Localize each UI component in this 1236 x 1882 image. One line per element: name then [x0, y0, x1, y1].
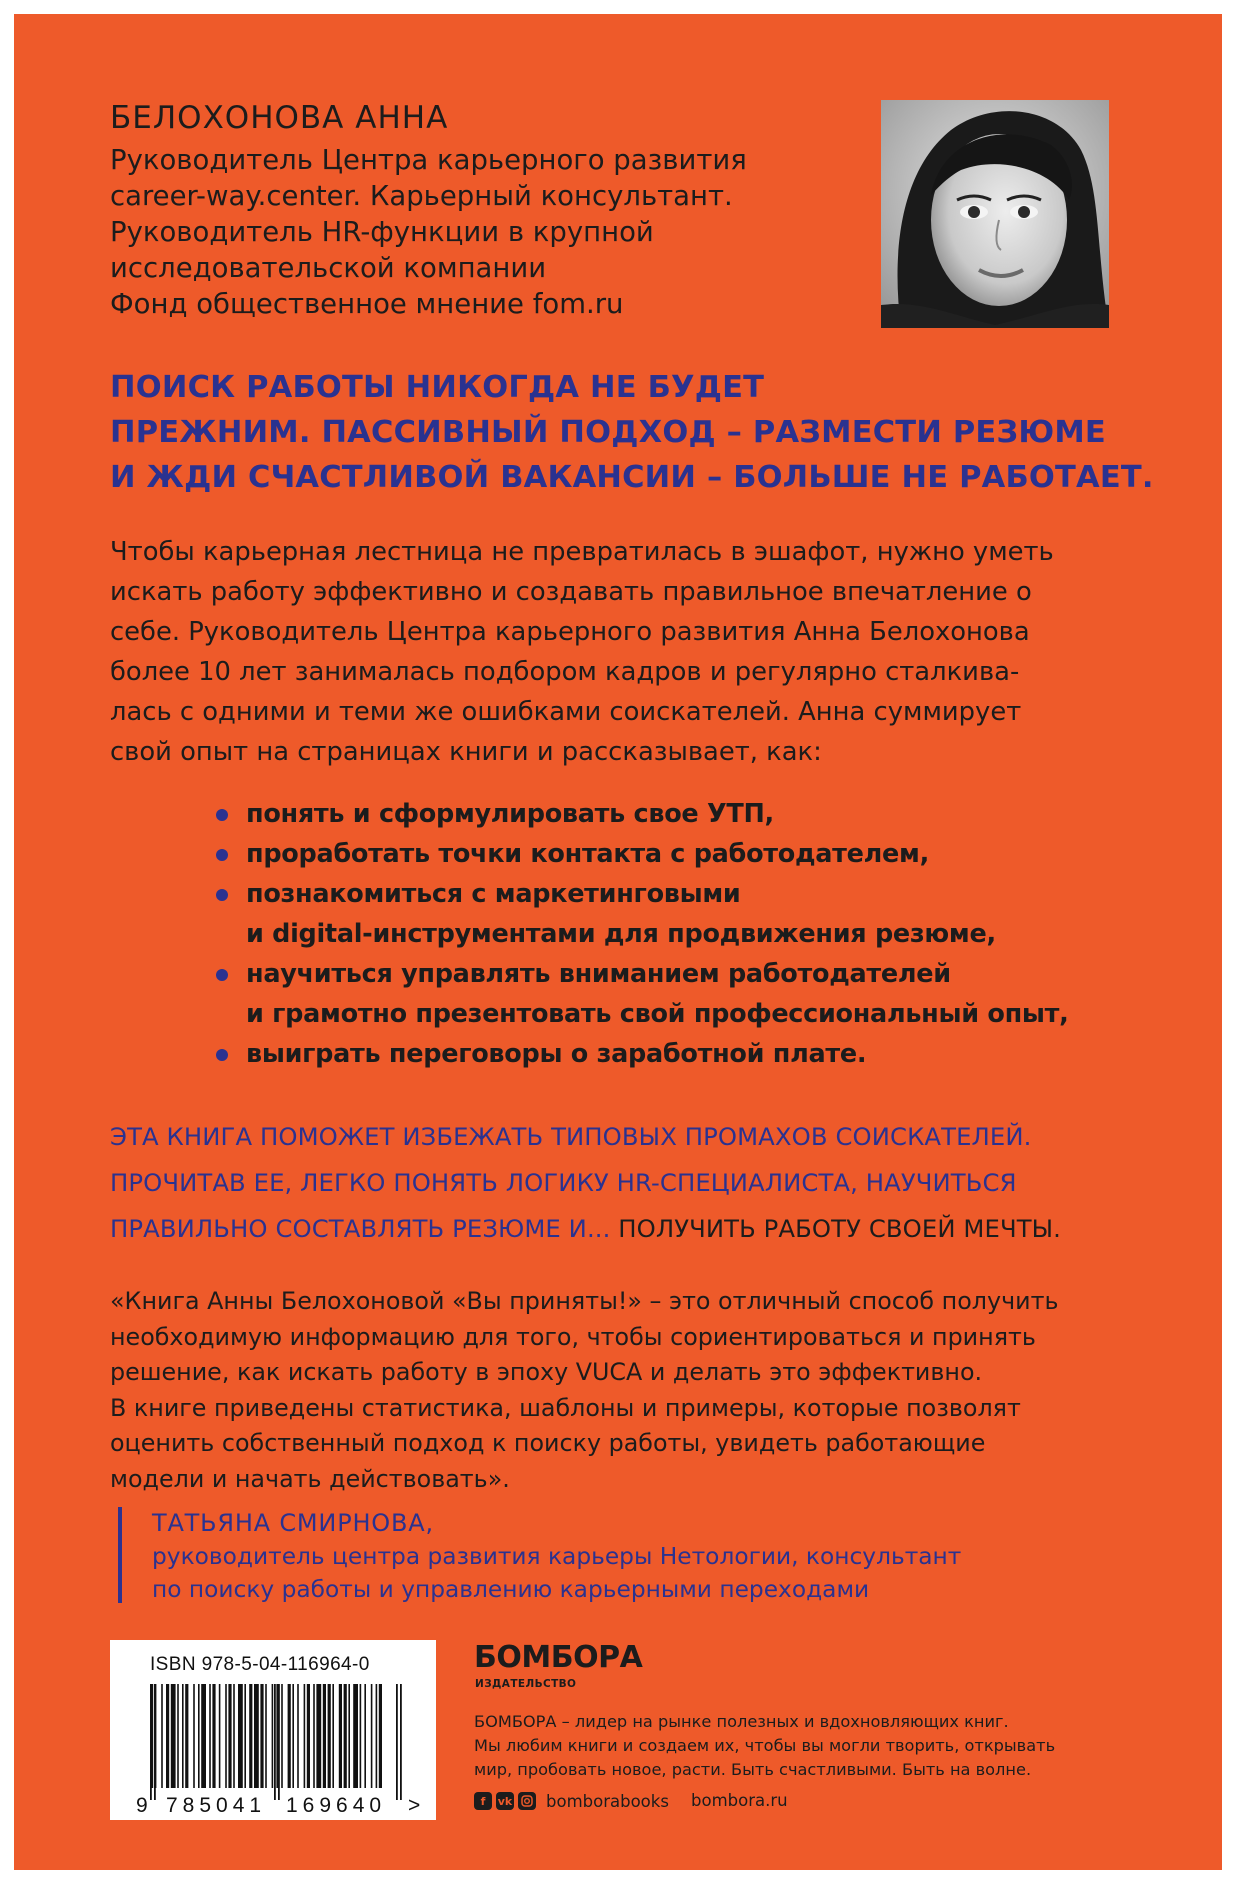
bullet-dot-icon [216, 809, 228, 821]
barcode-digits-group2: 169640 [286, 1794, 387, 1817]
publisher-desc-line: Мы любим книги и создаем их, чтобы вы могли творить, открывать [474, 1736, 1056, 1755]
attribution-line: по поиску работы и управлению карьерными переходами [152, 1576, 870, 1603]
publisher-socials [474, 1789, 669, 1813]
bullet-dot-icon [216, 1049, 228, 1061]
barcode-bar [238, 1684, 243, 1788]
instagram-icon [518, 1792, 536, 1810]
barcode-guard-bar [154, 1684, 156, 1800]
review-quote [110, 1284, 1140, 1497]
barcode-bar [209, 1684, 211, 1788]
headline-line: ПРЕЖНИМ. ПАССИВНЫЙ ПОДХОД – РАЗМЕСТИ РЕЗЮМЕ [110, 415, 1106, 450]
barcode-bar [281, 1684, 283, 1788]
author-name: БЕЛОХОНОВА АННА [110, 100, 449, 136]
bullet-item [246, 794, 1146, 834]
bullet-text: и digital-инструментами для продвижения резюме, [246, 919, 996, 949]
barcode-bar [177, 1684, 179, 1788]
barcode-bar [182, 1684, 184, 1788]
author-bio-line: career-way.center. Карьерный консультант. [110, 180, 733, 212]
barcode-bar [201, 1684, 206, 1788]
bullet-dot-icon [216, 889, 228, 901]
author-bio-line: Руководитель HR-функции в крупной [110, 216, 654, 248]
quote-line: решение, как искать работу в эпоху VUCA и делать это эффективно. [110, 1358, 983, 1386]
barcode-bar [376, 1684, 378, 1788]
barcode-bar [198, 1684, 200, 1788]
barcode-bar [344, 1684, 347, 1788]
barcode-bar [272, 1684, 274, 1788]
barcode-guard-bar [278, 1684, 280, 1800]
barcode-bar [292, 1684, 294, 1788]
barcode-bar [316, 1684, 321, 1788]
author-photo [881, 100, 1109, 328]
barcode-bar [212, 1684, 215, 1788]
bullet-item [246, 834, 1146, 874]
publisher-logo: БОМБОРА [474, 1640, 643, 1675]
publisher-description [474, 1710, 1094, 1782]
bullet-text: и грамотно презентовать свой профессиональный опыт, [246, 999, 1069, 1029]
attribution-divider [118, 1507, 122, 1603]
social-handle: bomborabooks [546, 1791, 669, 1811]
barcode-bar [360, 1684, 362, 1788]
barcode-bar [313, 1684, 315, 1788]
author-bio-line: исследовательской компании [110, 252, 547, 284]
bullet-text: понять и сформулировать свое УТП, [246, 799, 774, 829]
quote-line: модели и начать действовать». [110, 1464, 510, 1493]
promo-line-blue: ПРАВИЛЬНО СОСТАВЛЯТЬ РЕЗЮМЕ И... [110, 1214, 611, 1243]
bullet-list [246, 794, 1146, 1074]
publisher-subtitle: ИЗДАТЕЛЬСТВО [475, 1678, 577, 1690]
barcode-bar [219, 1684, 221, 1788]
barcode-arrow: > [408, 1794, 421, 1817]
promo-line [110, 1206, 1140, 1252]
barcode-bar [288, 1684, 291, 1788]
publisher-website: bombora.ru [691, 1791, 788, 1810]
attribution-name: ТАТЬЯНА СМИРНОВА, [152, 1509, 434, 1537]
headline-line: И ЖДИ СЧАСТЛИВОЙ ВАКАНСИИ – БОЛЬШЕ НЕ РАБОТАЕТ. [110, 460, 1154, 495]
barcode-bar [297, 1684, 299, 1788]
intro-line: искать работу эффективно и создавать правильное впечатление о [110, 577, 1032, 607]
promo-line: ЭТА КНИГА ПОМОЖЕТ ИЗБЕЖАТЬ ТИПОВЫХ ПРОМАХОВ СОИСКАТЕЛЕЙ. [110, 1122, 1032, 1151]
barcode-bar [260, 1684, 263, 1788]
intro-line: себе. Руководитель Центра карьерного развития Анна Белохонова [110, 617, 1030, 647]
isbn-label: ISBN 978-5-04-116964-0 [150, 1654, 370, 1675]
attribution-line: руководитель центра развития карьеры Нетологии, консультант [152, 1543, 962, 1570]
quote-attribution [152, 1506, 1102, 1606]
barcode-bar [265, 1684, 267, 1788]
facebook-icon: f [474, 1792, 492, 1810]
quote-line: «Книга Анны Белохоновой «Вы приняты!» – это отличный способ получить [110, 1287, 1059, 1315]
intro-paragraph [110, 532, 1140, 772]
barcode-bar [161, 1684, 163, 1788]
headline [110, 365, 1154, 500]
barcode-guard-bar [396, 1684, 398, 1800]
bullet-item [246, 1034, 1146, 1074]
barcode-bar [233, 1684, 235, 1788]
intro-line: лась с одними и теми же ошибками соискателей. Анна суммирует [110, 697, 1022, 727]
barcode-bar [193, 1684, 195, 1788]
barcode-bar [225, 1684, 227, 1788]
quote-line: В книге приведены статистика, шаблоны и примеры, которые позволят [110, 1393, 1021, 1422]
barcode-bar [328, 1684, 331, 1788]
author-portrait-image [881, 100, 1109, 328]
intro-line: свой опыт на страницах книги и рассказывает, как: [110, 737, 822, 767]
barcode-bar [339, 1684, 342, 1788]
barcode-guard-bar [150, 1684, 152, 1800]
barcode-bar [364, 1684, 366, 1788]
bullet-dot-icon [216, 849, 228, 861]
barcode-bar [244, 1684, 246, 1788]
barcode-bar [379, 1684, 382, 1788]
barcode-bar [166, 1684, 169, 1788]
intro-line: Чтобы карьерная лестница не превратилась в эшафот, нужно уметь [110, 537, 1054, 567]
bullet-dot-icon [216, 969, 228, 981]
quote-line: необходимую информацию для того, чтобы сориентироваться и принять [110, 1322, 1036, 1351]
quote-line: оценить собственный подход к поиску работы, увидеть работающие [110, 1429, 986, 1457]
author-bio-line: Руководитель Центра карьерного развития [110, 144, 747, 176]
headline-line: ПОИСК РАБОТЫ НИКОГДА НЕ БУДЕТ [110, 370, 765, 405]
bullet-text: выиграть переговоры о заработной плате. [246, 1039, 867, 1069]
bullet-text: проработать точки контакта с работодателем, [246, 839, 929, 869]
intro-line: более 10 лет занималась подбором кадров и регулярно сталкива- [110, 657, 1020, 687]
bullet-text: научиться управлять вниманием работодателей [246, 959, 951, 989]
promo-line-dark: ПОЛУЧИТЬ РАБОТУ СВОЕЙ МЕЧТЫ. [618, 1214, 1062, 1243]
barcode-bar [323, 1684, 326, 1788]
vk-icon: vk [496, 1792, 514, 1810]
promo-block [110, 1114, 1140, 1252]
barcode-bar [332, 1684, 334, 1788]
barcode-bar [371, 1684, 373, 1788]
author-bio-line: Фонд общественное мнение fom.ru [110, 288, 624, 320]
barcode-guard-bar [274, 1684, 276, 1800]
promo-line: ПРОЧИТАВ ЕЕ, ЛЕГКО ПОНЯТЬ ЛОГИКУ HR-СПЕЦИАЛИСТА, НАУЧИТЬСЯ [110, 1168, 1017, 1197]
barcode-bar [304, 1684, 306, 1788]
back-cover [14, 14, 1222, 1870]
barcode-bar [249, 1684, 252, 1788]
isbn-barcode [110, 1640, 436, 1820]
barcode-bar [348, 1684, 350, 1788]
barcode-bar [307, 1684, 310, 1788]
barcode-bar [171, 1684, 176, 1788]
barcode-digits-group1: 785041 [166, 1794, 267, 1817]
bullet-item [246, 874, 1146, 954]
barcode-bar [228, 1684, 231, 1788]
publisher-desc-line: мир, пробовать новое, расти. Быть счастливыми. Быть на волне. [474, 1760, 1032, 1779]
barcode-bar [353, 1684, 358, 1788]
barcode-digit-first: 9 [136, 1794, 148, 1817]
bullet-text: познакомиться с маркетинговыми [246, 879, 741, 909]
barcode-guard-bar [400, 1684, 402, 1800]
bullet-item [246, 954, 1146, 1034]
publisher-desc-line: БОМБОРА – лидер на рынке полезных и вдохновляющих книг. [474, 1712, 1009, 1731]
barcode-bar [254, 1684, 259, 1788]
author-bio [110, 142, 790, 322]
barcode-bar [185, 1684, 188, 1788]
